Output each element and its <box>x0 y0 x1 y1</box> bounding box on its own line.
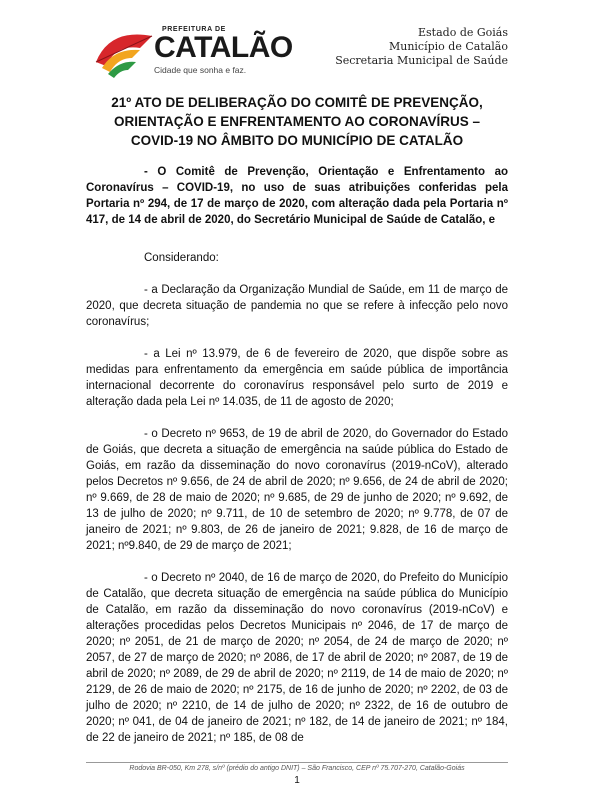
considering-item: - a Lei nº 13.979, de 6 de fevereiro de 2020, que dispõe sobre as medidas para enfrentamento da emergência em saúde pública de importância internacional decorrente do coronavírus responsável pelo surto de 2019 e alteração dada pela Lei nº 14.035, de 11 de agosto de 2020; <box>86 348 508 408</box>
logo-name: CATALÃO <box>154 31 293 64</box>
intro-paragraph: - O Comitê de Prevenção, Orientação e Enfrentamento ao Coronavírus – COVID-19, no uso de suas atribuições conferidas pela Portaria nº 294, de 17 de março de 2020, com alteração dada pela Portaria nº 417, de 14 de abril de 2020, do Secretário Municipal de Saúde de Catalão, e <box>86 166 508 226</box>
considering-heading: Considerando: <box>144 252 219 264</box>
footer-address: Rodovia BR-050, Km 278, s/nº (prédio do antigo DNIT) – São Francisco, CEP nº 75.707-270, Catalão-Goiás <box>86 762 508 772</box>
document-body <box>86 164 508 746</box>
logo-emblem-icon <box>92 22 162 82</box>
logo-prefix: PREFEITURA DE <box>162 26 226 33</box>
logo-slogan: Cidade que sonha e faz. <box>154 65 247 75</box>
title-line: 21º ATO DE DELIBERAÇÃO DO COMITÊ DE PREVENÇÃO, <box>111 95 483 110</box>
title-line: ORIENTAÇÃO E ENFRENTAMENTO AO CORONAVÍRUS – <box>113 114 481 129</box>
considering-item: - a Declaração da Organização Mundial de Saúde, em 11 de março de 2020, que decreta situação de pandemia no que se refere à infecção pelo novo coronavírus; <box>86 284 508 328</box>
considering-item: - o Decreto nº 9653, de 19 de abril de 2020, do Governador do Estado de Goiás, que decreta a situação de emergência na saúde pública do Estado de Goiás, em razão da disseminação do novo coronavírus (2019-nCoV), alterado pelos Decretos nº 9.656, de 24 de abril de 2020; nº 9.656, de 24 de abril de 2020; nº 9.669, de 28 de maio de 2020; nº 9.685, de 29 de junho de 2020; nº 9.692, de 13 de julho de 2020; nº 9.711, de 10 de setembro de 2020; nº 9.778, de 07 de janeiro de 2021; nº 9.803, de 26 de janeiro de 2021; 9.828, de 16 de março de 2021; nº9.840, de 29 de março de 2021; <box>86 428 508 552</box>
title-line: COVID-19 NO ÂMBITO DO MUNICÍPIO DE CATALÃO <box>130 133 464 148</box>
municipality-name: Município de Catalão <box>388 40 508 53</box>
considering-item: - o Decreto nº 2040, de 16 de março de 2020, do Prefeito do Município de Catalão, que decreta situação de emergência na saúde pública do Município de Catalão, em razão da disseminação do novo coronavírus (2019-nCoV) e alterações procedidas pelos Decretos Municipais nº 2046, de 17 de março de 2020; nº 2051, de 21 de março de 2020; nº 2054, de 24 de março de 2020; nº 2057, de 27 de março de 2020; nº 2086, de 17 de abril de 2020; nº 2087, de 19 de abril de 2020; nº 2089, de 29 de abril de 2020; nº 2119, de 14 de maio de 2020; nº 2129, de 26 de maio de 2020; nº 2175, de 16 de junho de 2020; nº 2202, de 03 de julho de 2020; nº 2210, de 14 de julho de 2020; nº 2322, de 16 de outubro de 2020; nº 041, de 04 de janeiro de 2021; nº 182, de 14 de janeiro de 2021; nº 184, de 22 de janeiro de 2021; nº 185, de 08 de <box>86 572 508 744</box>
secretariat-name: Secretaria Municipal de Saúde <box>335 54 508 67</box>
page-number: 1 <box>294 775 300 786</box>
document-title <box>86 93 508 150</box>
catalao-logo <box>92 22 307 82</box>
header-institutions <box>335 26 508 68</box>
state-name: Estado de Goiás <box>418 26 508 39</box>
